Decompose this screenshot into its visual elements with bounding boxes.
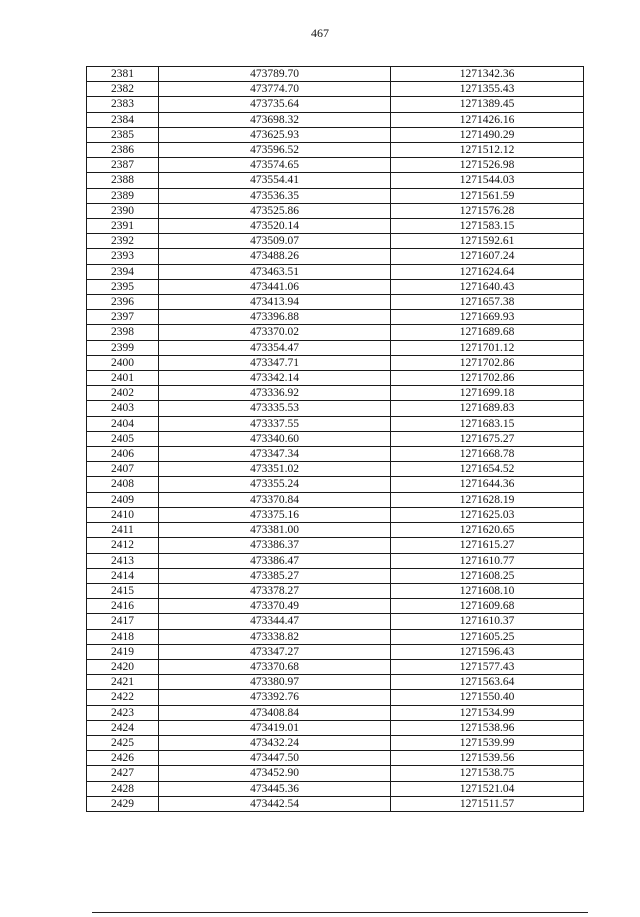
point-number-cell: 2429 (87, 796, 159, 811)
x-coordinate-cell: 473336.92 (159, 386, 391, 401)
y-coordinate-cell: 1271615.27 (391, 538, 584, 553)
x-coordinate-cell: 473340.60 (159, 431, 391, 446)
x-coordinate-cell: 473386.47 (159, 553, 391, 568)
point-number-cell: 2420 (87, 659, 159, 674)
x-coordinate-cell: 473392.76 (159, 690, 391, 705)
point-number-cell: 2397 (87, 310, 159, 325)
y-coordinate-cell: 1271624.64 (391, 264, 584, 279)
table-row (87, 325, 584, 340)
x-coordinate-cell: 473385.27 (159, 568, 391, 583)
y-coordinate-cell: 1271668.78 (391, 447, 584, 462)
point-number-cell: 2395 (87, 279, 159, 294)
y-coordinate-cell: 1271511.57 (391, 796, 584, 811)
y-coordinate-cell: 1271577.43 (391, 659, 584, 674)
coordinates-table (86, 66, 584, 812)
table-row (87, 112, 584, 127)
table-row (87, 690, 584, 705)
table-row (87, 264, 584, 279)
x-coordinate-cell: 473338.82 (159, 629, 391, 644)
point-number-cell: 2416 (87, 599, 159, 614)
y-coordinate-cell: 1271539.56 (391, 751, 584, 766)
x-coordinate-cell: 473625.93 (159, 127, 391, 142)
point-number-cell: 2412 (87, 538, 159, 553)
x-coordinate-cell: 473447.50 (159, 751, 391, 766)
x-coordinate-cell: 473441.06 (159, 279, 391, 294)
point-number-cell: 2415 (87, 583, 159, 598)
table-row (87, 249, 584, 264)
x-coordinate-cell: 473574.65 (159, 158, 391, 173)
x-coordinate-cell: 473375.16 (159, 507, 391, 522)
x-coordinate-cell: 473419.01 (159, 720, 391, 735)
y-coordinate-cell: 1271576.28 (391, 203, 584, 218)
y-coordinate-cell: 1271683.15 (391, 416, 584, 431)
coordinates-table-container (86, 66, 580, 812)
point-number-cell: 2396 (87, 295, 159, 310)
point-number-cell: 2408 (87, 477, 159, 492)
x-coordinate-cell: 473432.24 (159, 735, 391, 750)
point-number-cell: 2405 (87, 431, 159, 446)
y-coordinate-cell: 1271596.43 (391, 644, 584, 659)
x-coordinate-cell: 473370.02 (159, 325, 391, 340)
point-number-cell: 2428 (87, 781, 159, 796)
point-number-cell: 2417 (87, 614, 159, 629)
x-coordinate-cell: 473335.53 (159, 401, 391, 416)
table-row (87, 295, 584, 310)
y-coordinate-cell: 1271644.36 (391, 477, 584, 492)
x-coordinate-cell: 473370.49 (159, 599, 391, 614)
y-coordinate-cell: 1271534.99 (391, 705, 584, 720)
point-number-cell: 2385 (87, 127, 159, 142)
y-coordinate-cell: 1271654.52 (391, 462, 584, 477)
table-row (87, 614, 584, 629)
point-number-cell: 2388 (87, 173, 159, 188)
x-coordinate-cell: 473525.86 (159, 203, 391, 218)
table-row (87, 188, 584, 203)
y-coordinate-cell: 1271669.93 (391, 310, 584, 325)
bottom-rule (92, 912, 588, 913)
table-row (87, 659, 584, 674)
table-row (87, 279, 584, 294)
point-number-cell: 2409 (87, 492, 159, 507)
y-coordinate-cell: 1271544.03 (391, 173, 584, 188)
x-coordinate-cell: 473386.37 (159, 538, 391, 553)
page-number: 467 (311, 26, 329, 40)
table-row (87, 735, 584, 750)
point-number-cell: 2391 (87, 219, 159, 234)
table-row (87, 629, 584, 644)
y-coordinate-cell: 1271628.19 (391, 492, 584, 507)
point-number-cell: 2390 (87, 203, 159, 218)
point-number-cell: 2424 (87, 720, 159, 735)
y-coordinate-cell: 1271610.37 (391, 614, 584, 629)
x-coordinate-cell: 473396.88 (159, 310, 391, 325)
point-number-cell: 2386 (87, 143, 159, 158)
x-coordinate-cell: 473735.64 (159, 97, 391, 112)
table-row (87, 644, 584, 659)
x-coordinate-cell: 473596.52 (159, 143, 391, 158)
table-row (87, 781, 584, 796)
y-coordinate-cell: 1271561.59 (391, 188, 584, 203)
table-row (87, 492, 584, 507)
y-coordinate-cell: 1271538.75 (391, 766, 584, 781)
table-row (87, 82, 584, 97)
point-number-cell: 2389 (87, 188, 159, 203)
point-number-cell: 2400 (87, 355, 159, 370)
x-coordinate-cell: 473351.02 (159, 462, 391, 477)
point-number-cell: 2413 (87, 553, 159, 568)
table-row (87, 523, 584, 538)
point-number-cell: 2406 (87, 447, 159, 462)
table-row (87, 507, 584, 522)
y-coordinate-cell: 1271526.98 (391, 158, 584, 173)
y-coordinate-cell: 1271699.18 (391, 386, 584, 401)
x-coordinate-cell: 473337.55 (159, 416, 391, 431)
y-coordinate-cell: 1271426.16 (391, 112, 584, 127)
y-coordinate-cell: 1271607.24 (391, 249, 584, 264)
point-number-cell: 2411 (87, 523, 159, 538)
y-coordinate-cell: 1271539.99 (391, 735, 584, 750)
point-number-cell: 2419 (87, 644, 159, 659)
table-row (87, 447, 584, 462)
point-number-cell: 2407 (87, 462, 159, 477)
y-coordinate-cell: 1271620.65 (391, 523, 584, 538)
y-coordinate-cell: 1271689.68 (391, 325, 584, 340)
table-row (87, 796, 584, 811)
point-number-cell: 2382 (87, 82, 159, 97)
table-row (87, 67, 584, 82)
point-number-cell: 2384 (87, 112, 159, 127)
point-number-cell: 2402 (87, 386, 159, 401)
y-coordinate-cell: 1271625.03 (391, 507, 584, 522)
x-coordinate-cell: 473354.47 (159, 340, 391, 355)
table-row (87, 355, 584, 370)
table-row (87, 720, 584, 735)
y-coordinate-cell: 1271609.68 (391, 599, 584, 614)
x-coordinate-cell: 473355.24 (159, 477, 391, 492)
x-coordinate-cell: 473378.27 (159, 583, 391, 598)
table-row (87, 340, 584, 355)
point-number-cell: 2398 (87, 325, 159, 340)
x-coordinate-cell: 473554.41 (159, 173, 391, 188)
table-row (87, 431, 584, 446)
table-row (87, 219, 584, 234)
coordinates-table-body (87, 67, 584, 812)
x-coordinate-cell: 473408.84 (159, 705, 391, 720)
x-coordinate-cell: 473698.32 (159, 112, 391, 127)
table-row (87, 462, 584, 477)
table-row (87, 173, 584, 188)
table-row (87, 538, 584, 553)
point-number-cell: 2392 (87, 234, 159, 249)
x-coordinate-cell: 473370.68 (159, 659, 391, 674)
table-row (87, 583, 584, 598)
x-coordinate-cell: 473463.51 (159, 264, 391, 279)
x-coordinate-cell: 473442.54 (159, 796, 391, 811)
table-row (87, 158, 584, 173)
x-coordinate-cell: 473347.34 (159, 447, 391, 462)
y-coordinate-cell: 1271610.77 (391, 553, 584, 568)
point-number-cell: 2422 (87, 690, 159, 705)
y-coordinate-cell: 1271592.61 (391, 234, 584, 249)
table-row (87, 599, 584, 614)
x-coordinate-cell: 473370.84 (159, 492, 391, 507)
y-coordinate-cell: 1271675.27 (391, 431, 584, 446)
point-number-cell: 2418 (87, 629, 159, 644)
table-row (87, 675, 584, 690)
table-row (87, 127, 584, 142)
point-number-cell: 2427 (87, 766, 159, 781)
y-coordinate-cell: 1271657.38 (391, 295, 584, 310)
y-coordinate-cell: 1271605.25 (391, 629, 584, 644)
table-row (87, 203, 584, 218)
y-coordinate-cell: 1271608.25 (391, 568, 584, 583)
x-coordinate-cell: 473380.97 (159, 675, 391, 690)
x-coordinate-cell: 473452.90 (159, 766, 391, 781)
table-row (87, 143, 584, 158)
y-coordinate-cell: 1271563.64 (391, 675, 584, 690)
table-row (87, 97, 584, 112)
x-coordinate-cell: 473342.14 (159, 371, 391, 386)
y-coordinate-cell: 1271689.83 (391, 401, 584, 416)
point-number-cell: 2381 (87, 67, 159, 82)
x-coordinate-cell: 473509.07 (159, 234, 391, 249)
x-coordinate-cell: 473789.70 (159, 67, 391, 82)
table-row (87, 401, 584, 416)
y-coordinate-cell: 1271521.04 (391, 781, 584, 796)
table-row (87, 310, 584, 325)
point-number-cell: 2383 (87, 97, 159, 112)
table-row (87, 386, 584, 401)
x-coordinate-cell: 473381.00 (159, 523, 391, 538)
x-coordinate-cell: 473347.27 (159, 644, 391, 659)
y-coordinate-cell: 1271490.29 (391, 127, 584, 142)
y-coordinate-cell: 1271640.43 (391, 279, 584, 294)
y-coordinate-cell: 1271702.86 (391, 371, 584, 386)
point-number-cell: 2425 (87, 735, 159, 750)
point-number-cell: 2403 (87, 401, 159, 416)
y-coordinate-cell: 1271355.43 (391, 82, 584, 97)
table-row (87, 477, 584, 492)
table-row (87, 568, 584, 583)
x-coordinate-cell: 473488.26 (159, 249, 391, 264)
table-row (87, 751, 584, 766)
x-coordinate-cell: 473536.35 (159, 188, 391, 203)
point-number-cell: 2394 (87, 264, 159, 279)
y-coordinate-cell: 1271538.96 (391, 720, 584, 735)
point-number-cell: 2393 (87, 249, 159, 264)
point-number-cell: 2399 (87, 340, 159, 355)
table-row (87, 371, 584, 386)
point-number-cell: 2421 (87, 675, 159, 690)
table-row (87, 705, 584, 720)
table-row (87, 234, 584, 249)
y-coordinate-cell: 1271583.15 (391, 219, 584, 234)
x-coordinate-cell: 473520.14 (159, 219, 391, 234)
point-number-cell: 2387 (87, 158, 159, 173)
point-number-cell: 2426 (87, 751, 159, 766)
y-coordinate-cell: 1271512.12 (391, 143, 584, 158)
table-row (87, 416, 584, 431)
y-coordinate-cell: 1271702.86 (391, 355, 584, 370)
point-number-cell: 2401 (87, 371, 159, 386)
point-number-cell: 2423 (87, 705, 159, 720)
y-coordinate-cell: 1271608.10 (391, 583, 584, 598)
x-coordinate-cell: 473347.71 (159, 355, 391, 370)
x-coordinate-cell: 473774.70 (159, 82, 391, 97)
table-row (87, 553, 584, 568)
table-row (87, 766, 584, 781)
x-coordinate-cell: 473413.94 (159, 295, 391, 310)
y-coordinate-cell: 1271550.40 (391, 690, 584, 705)
x-coordinate-cell: 473445.36 (159, 781, 391, 796)
point-number-cell: 2414 (87, 568, 159, 583)
point-number-cell: 2410 (87, 507, 159, 522)
point-number-cell: 2404 (87, 416, 159, 431)
y-coordinate-cell: 1271389.45 (391, 97, 584, 112)
y-coordinate-cell: 1271342.36 (391, 67, 584, 82)
x-coordinate-cell: 473344.47 (159, 614, 391, 629)
y-coordinate-cell: 1271701.12 (391, 340, 584, 355)
